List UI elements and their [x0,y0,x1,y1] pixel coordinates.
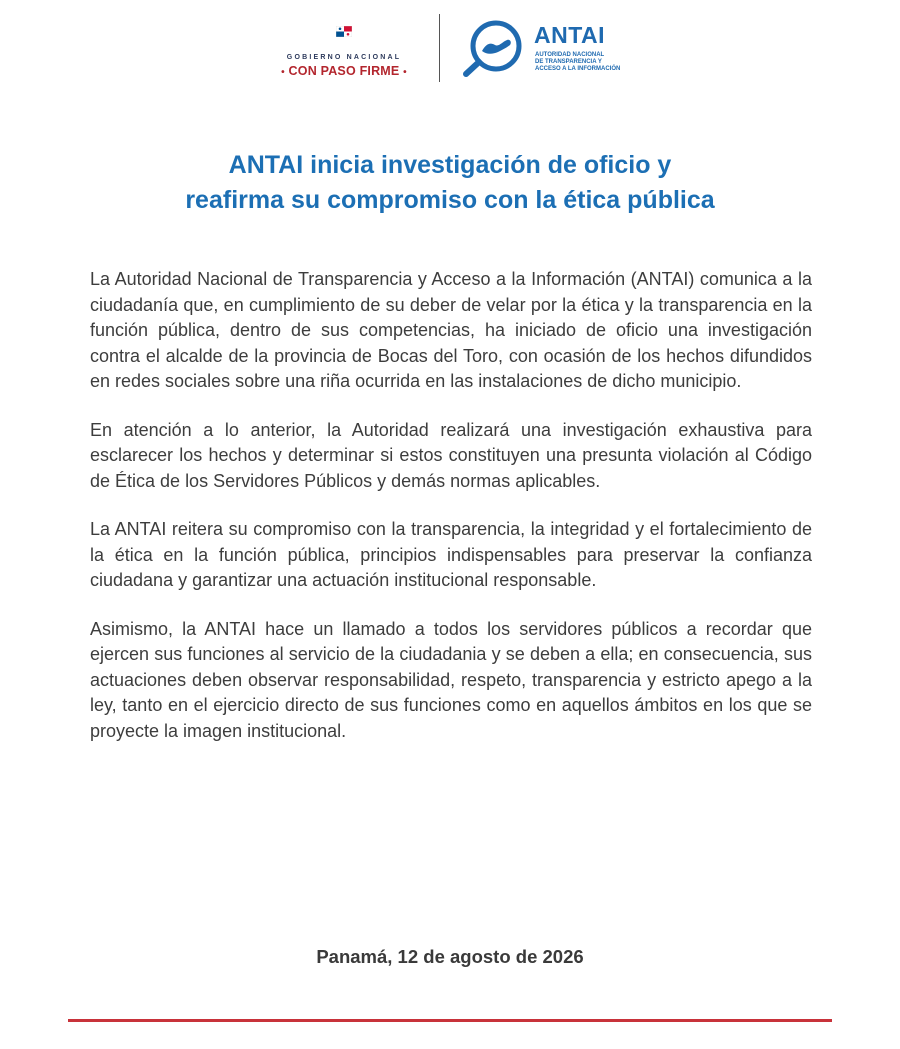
gov-logo-line2 [265,64,423,78]
gov-logo-line1: GOBIERNO NACIONAL [286,54,402,61]
antai-logo-sub-line1: AUTORIDAD NACIONAL [535,52,605,58]
logo-divider [439,14,440,82]
letterhead [0,12,900,86]
dateline: Panamá, 12 de agosto de 2026 [316,946,584,967]
title-line2: reafirma su compromiso con la ética pública [185,186,715,214]
body-paragraph-4: Asimismo, la ANTAI hace un llamado a todos los servidores públicos a recordar que ejercen sus funciones al servicio de la ciudadania y se deben a ella; en consecuencia, sus actuaciones deben observar responsabilidad, respeto, transparencia y estricto apego a la ley, tanto en el ejercicio directo de sus funciones como en aquellos ámbitos en los que se proyecte la imagen institucional. [90,618,812,741]
antai-logo-name: ANTAI [534,22,606,48]
gov-logo-slogan: CON PASO FIRME [288,64,400,78]
antai-logo-subtitle [535,52,655,73]
footer-rule [68,1019,832,1022]
body-paragraph-1: La Autoridad Nacional de Transparencia y Acceso a la Información (ANTAI) comunica a la ciudadanía que, en cumplimiento de su deber de velar por la ética y la transparencia en la función pública, dentro de sus competencias, ha iniciado de oficio una investigación contra el alcalde de la provincia de Bocas del Toro, con ocasión de los hechos difundidos en redes sociales sobre una riña ocurrida en las instalaciones de dicho municipio. [90,269,812,391]
gobierno-nacional-logo [265,26,423,80]
document-body [90,267,812,767]
gov-logo-dot-left: • [281,67,285,78]
document-title [60,148,840,218]
body-paragraph-3: La ANTAI reitera su compromiso con la transparencia, la integridad y el fortalecimiento de la ética en la función pública, principios indispensables para preservar la confianza ciudadana y garantizar una actuación institucional responsable. [90,519,812,590]
antai-logo-sub-line3: ACCESO A LA INFORMACIÓN [535,66,621,72]
title-line1: ANTAI inicia investigación de oficio y [228,151,672,179]
gov-logo-dot-right: • [403,67,407,78]
antai-logo-sub-line2: DE TRANSPARENCIA Y [535,59,602,65]
antai-logo [460,18,650,80]
magnifier-map-icon [460,18,526,78]
body-paragraph-2: En atención a lo anterior, la Autoridad realizará una investigación exhaustiva para esclarecer los hechos y determinar si estos constituyen una presunta violación al Código de Ética de los Servidores Públicos y demás normas aplicables. [90,419,812,491]
panama-flag-icon [336,26,352,37]
